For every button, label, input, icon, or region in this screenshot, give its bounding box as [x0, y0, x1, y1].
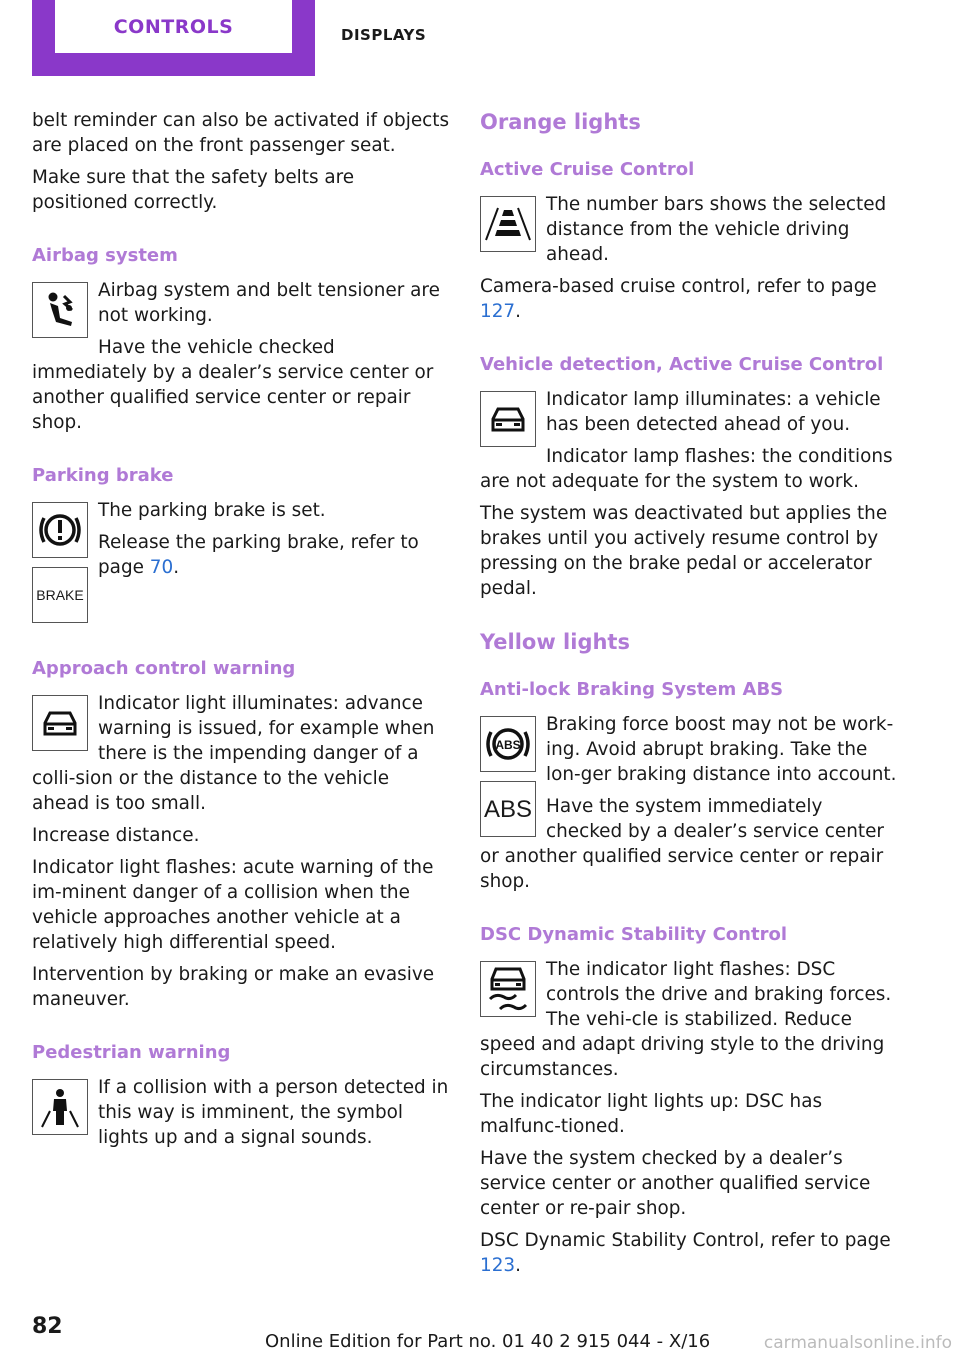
approach-heading: Approach control warning [32, 658, 296, 679]
airbag-paragraph-1: Airbag system and belt tensioner are not working. [98, 280, 440, 326]
yellow-lights-heading: Yellow lights [480, 630, 630, 654]
parking-brake-heading: Parking brake [32, 465, 174, 486]
intro-paragraph-2: Make sure that the safety belts are positioned correctly. [32, 167, 355, 213]
vehicle-detection-heading: Vehicle detection, Active Cruise Control [480, 354, 884, 375]
page-number: 82 [32, 1314, 63, 1339]
dsc-page-link[interactable]: 123 [480, 1255, 516, 1276]
tab-controls-label: CONTROLS [113, 15, 234, 38]
dsc-ref-end: . [515, 1255, 521, 1276]
dsc-skid-car-icon [480, 961, 536, 1017]
dsc-paragraph-4 [480, 1228, 900, 1278]
tab-controls[interactable] [32, 0, 315, 76]
acc-page-link[interactable]: 127 [480, 301, 516, 322]
brake-text-icon [32, 567, 88, 623]
abs-paragraph-1: Braking force boost may not be work‐ing. Avoid abrupt braking. Take the lon‐ger braking distance into account. [546, 714, 897, 785]
parking-brake-page-link[interactable]: 70 [149, 557, 174, 578]
vehicle-detection-paragraph-1: Indicator lamp illuminates: a vehicle has been detected ahead of you. [546, 389, 881, 435]
dsc-paragraph-3: Have the system checked by a dealer’s service center or another qualified service center or re‐pair shop. [480, 1148, 871, 1219]
abs-text-icon [480, 781, 536, 837]
abs-paragraph-2: Have the system immediately checked by a dealer’s service center or another qualified service center or repair shop. [480, 796, 884, 892]
airbag-heading: Airbag system [32, 245, 178, 266]
parking-brake-ref-end: . [173, 557, 180, 578]
abs-heading: Anti-lock Braking System ABS [480, 679, 784, 700]
dsc-paragraph-1: The indicator light flashes: DSC controls the drive and braking forces. The vehi‐cle is stabilized. Reduce speed and adapt driving style to the driving circumstances. [480, 959, 892, 1080]
approach-paragraph-4: Intervention by braking or make an evasive maneuver. [32, 964, 435, 1010]
vehicle-detected-icon [480, 391, 536, 447]
parking-brake-paragraph-1: The parking brake is set. [98, 500, 326, 521]
intro-paragraph-1: belt reminder can also be activated if objects are placed on the front passenger seat. [32, 110, 450, 156]
acc-ref-end: . [515, 301, 521, 322]
distance-bars-icon [480, 196, 536, 252]
parking-brake-icon [32, 502, 88, 558]
svg-text:ABS: ABS [495, 738, 521, 752]
airbag-icon [32, 282, 88, 338]
approach-paragraph-3: Indicator light flashes: acute warning of the im‐minent danger of a collision when the vehicle approaches another vehicle at a relatively high differential speed. [32, 857, 434, 953]
approach-paragraph-1: Indicator light illuminates: advance warning is issued, for example when there is the impending danger of a colli‐sion or the distance to the vehicle ahead is too small. [32, 693, 435, 814]
brake-icon-label: BRAKE [36, 586, 84, 603]
dsc-heading: DSC Dynamic Stability Control [480, 924, 788, 945]
parking-brake-ref-text: Release the parking brake, refer to page [98, 532, 419, 578]
vehicle-detection-paragraph-2: Indicator lamp flashes: the conditions are not adequate for the system to work. [480, 446, 893, 492]
car-ahead-icon [32, 695, 88, 751]
acc-paragraph-1: The number bars shows the selected distance from the vehicle driving ahead. [546, 194, 887, 265]
watermark: carmanualsonline.info [763, 1333, 952, 1353]
pedestrian-paragraph-1: If a collision with a person detected in this way is imminent, the symbol lights up and a signal sounds. [98, 1077, 449, 1148]
tab-controls-label-box [55, 0, 292, 53]
dsc-ref-text: DSC Dynamic Stability Control, refer to page [480, 1230, 891, 1251]
right-column [480, 108, 900, 1285]
airbag-paragraph-2: Have the vehicle checked immediately by a dealer’s service center or another qualified service center or repair shop. [32, 337, 434, 433]
dsc-paragraph-2: The indicator light lights up: DSC has malfunc‐tioned. [480, 1091, 823, 1137]
orange-lights-heading: Orange lights [480, 110, 641, 134]
vehicle-detection-paragraph-3: The system was deactivated but applies the brakes until you actively resume control by pressing on the brake pedal or accelerator pedal. [480, 503, 888, 599]
pedestrian-icon [32, 1079, 88, 1135]
pedestrian-heading: Pedestrian warning [32, 1042, 231, 1063]
left-column [32, 108, 452, 1157]
approach-paragraph-2: Increase distance. [32, 825, 200, 846]
acc-paragraph-2 [480, 274, 900, 324]
abs-icon-label: ABS [483, 795, 533, 823]
edition-footer: Online Edition for Part no. 01 40 2 915 044 - X/16 [265, 1331, 711, 1352]
acc-heading: Active Cruise Control [480, 159, 695, 180]
abs-circle-icon [480, 716, 536, 772]
tab-displays[interactable]: DISPLAYS [341, 26, 427, 44]
acc-ref-text: Camera-based cruise control, refer to page [480, 276, 877, 297]
